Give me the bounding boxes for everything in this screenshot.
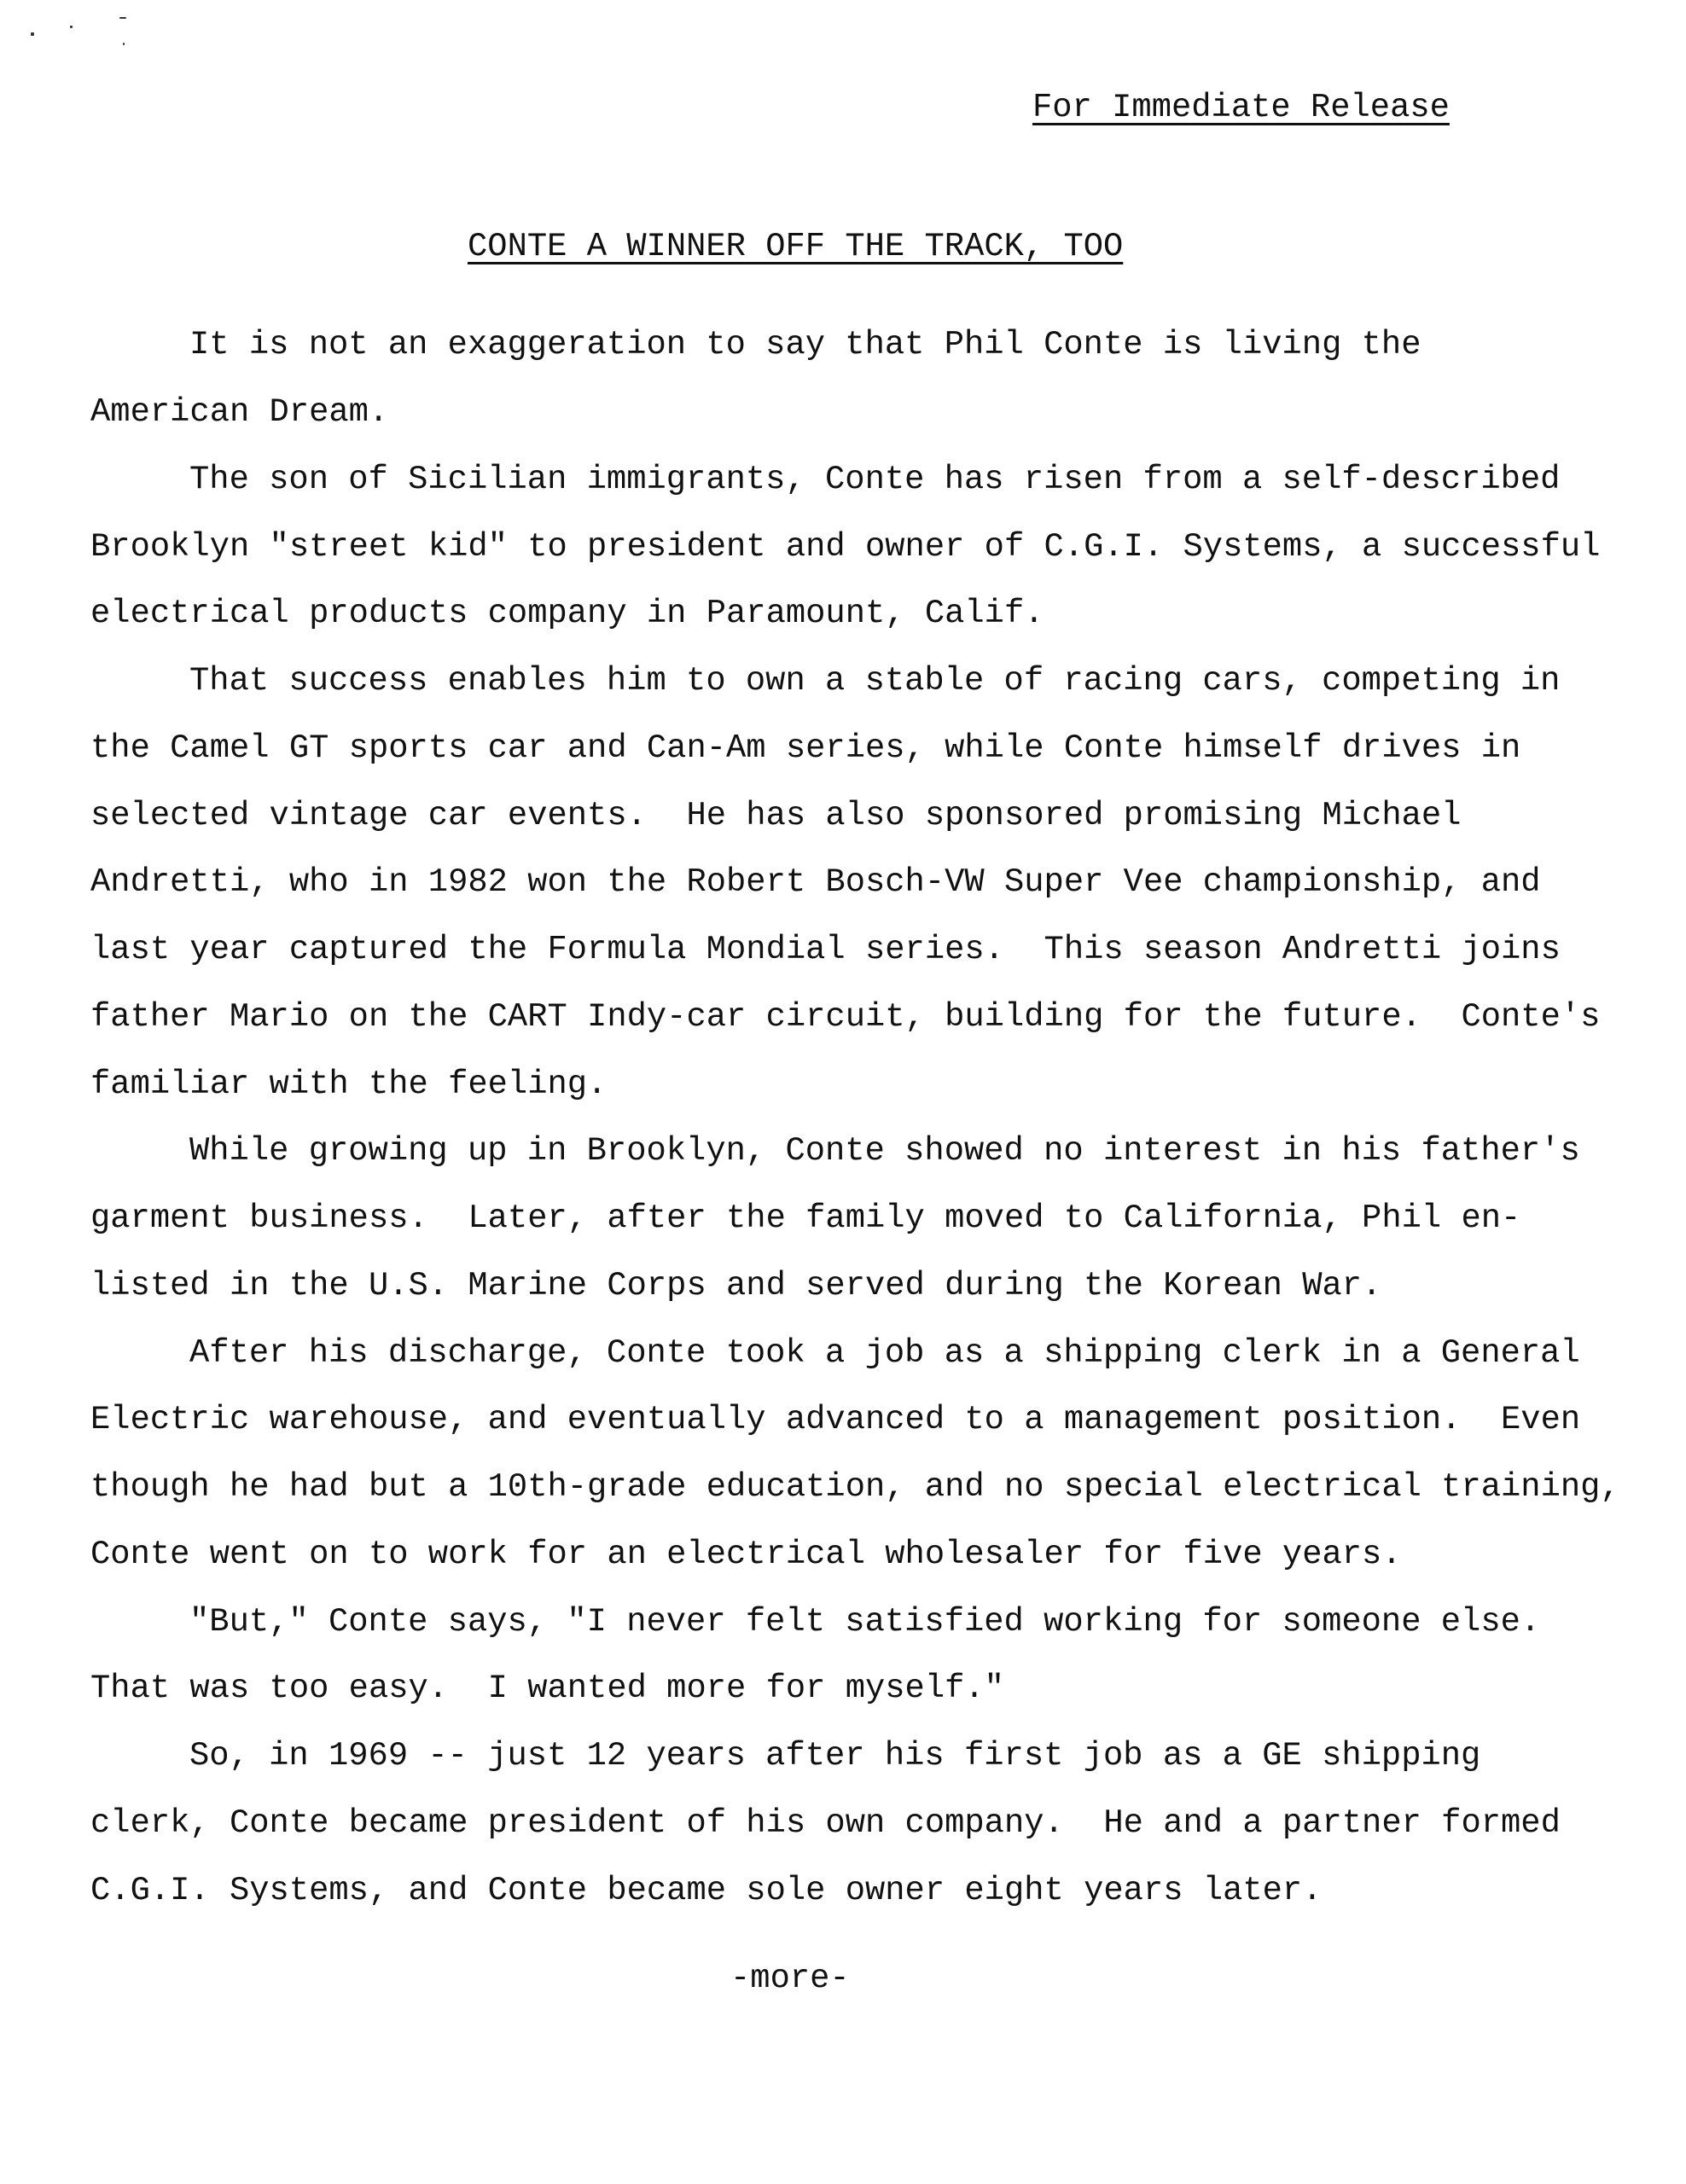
body-line: garment business. Later, after the family moved to California, Phil en- [90, 1199, 1521, 1237]
scan-speck [119, 17, 126, 19]
body-line: That was too easy. I wanted more for myself." [90, 1670, 1004, 1707]
body-line: selected vintage car events. He has also sponsored promising Michael [90, 797, 1462, 834]
scan-speck [31, 32, 34, 36]
body-line: That success enables him to own a stable of racing cars, competing in [189, 662, 1561, 700]
body-line: last year captured the Formula Mondial series. This season Andretti joins [90, 931, 1561, 968]
body-line: the Camel GT sports car and Can-Am series, while Conte himself drives in [90, 729, 1521, 767]
body-line: listed in the U.S. Marine Corps and served during the Korean War. [90, 1267, 1382, 1304]
body-line: familiar with the feeling. [90, 1066, 608, 1103]
body-line: Brooklyn "street kid" to president and owner of C.G.I. Systems, a successful [90, 528, 1601, 566]
scan-speck [70, 26, 73, 28]
body-line: It is not an exaggeration to say that Phil Conte is living the [189, 326, 1421, 363]
scan-speck [123, 43, 125, 45]
release-label: For Immediate Release [1032, 89, 1450, 126]
body-line: "But," Conte says, "I never felt satisfied working for someone else. [189, 1603, 1541, 1641]
continuation-marker: -more- [730, 1960, 850, 1997]
body-line: While growing up in Brooklyn, Conte showed no interest in his father's [189, 1132, 1580, 1170]
body-line: The son of Sicilian immigrants, Conte has risen from a self-described [189, 461, 1561, 498]
body-line: Conte went on to work for an electrical wholesaler for five years. [90, 1536, 1402, 1573]
body-line: electrical products company in Paramount, Calif. [90, 595, 1044, 632]
body-line: clerk, Conte became president of his own company. He and a partner formed [90, 1804, 1561, 1842]
body-line: father Mario on the CART Indy-car circuit, building for the future. Conte's [90, 998, 1601, 1036]
body-line: American Dream. [90, 393, 389, 431]
body-line: Electric warehouse, and eventually advanced to a management position. Even [90, 1401, 1581, 1438]
body-line: So, in 1969 -- just 12 years after his first job as a GE shipping [189, 1737, 1481, 1774]
page-title: CONTE A WINNER OFF THE TRACK, TOO [468, 228, 1124, 265]
body-line: C.G.I. Systems, and Conte became sole owner eight years later. [90, 1872, 1323, 1909]
body-line: though he had but a 10th-grade education, and no special electrical training, [90, 1468, 1620, 1506]
body-line: After his discharge, Conte took a job as a shipping clerk in a General [189, 1334, 1580, 1372]
body-line: Andretti, who in 1982 won the Robert Bosch-VW Super Vee championship, and [90, 863, 1541, 901]
